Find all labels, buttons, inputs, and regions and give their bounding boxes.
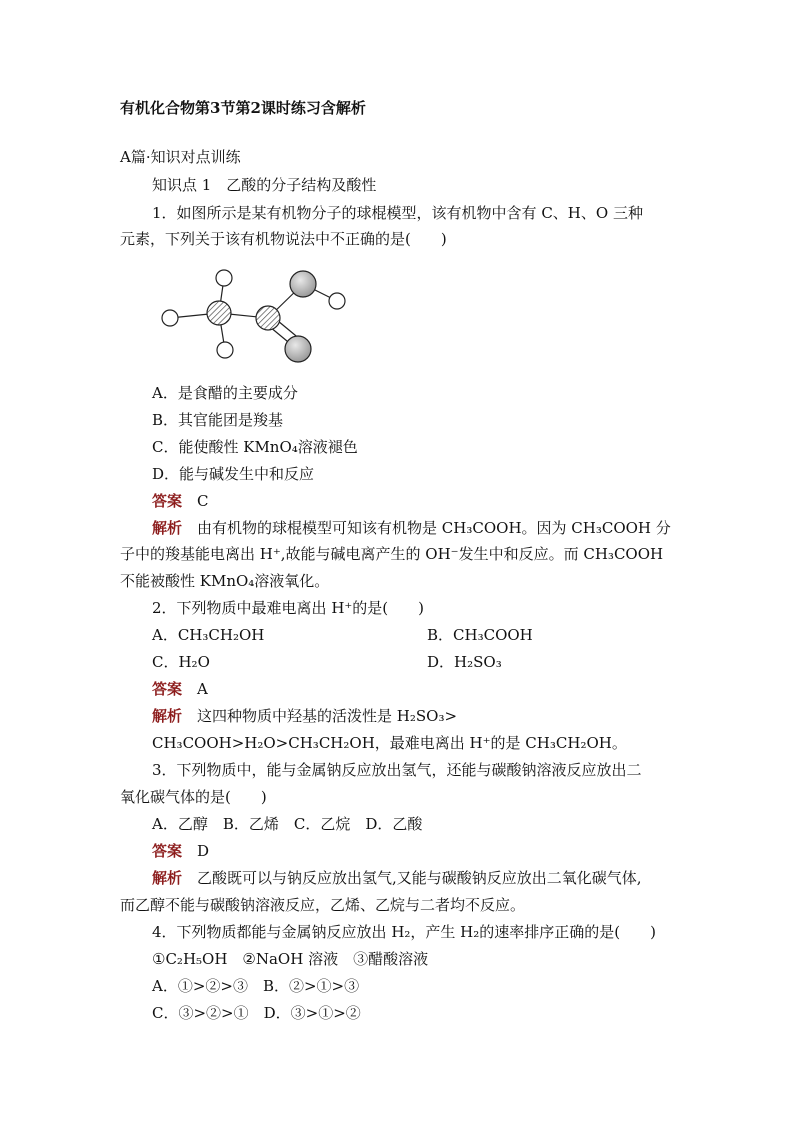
answer-label: 答案: [152, 680, 183, 698]
oxygen-atom: [285, 336, 311, 362]
q2-option-b: B．CH₃COOH: [427, 626, 533, 644]
q1-option-d: D．能与碱发生中和反应: [152, 465, 315, 483]
q2-option-d: D．H₂SO₃: [427, 653, 502, 671]
q2-analysis-text: 这四种物质中羟基的活泼性是 H₂SO₃>: [197, 707, 458, 725]
q2-analysis-line1: [152, 706, 457, 726]
q2-answer: A: [197, 680, 208, 698]
q3-stem-line2: 氧化碳气体的是( ): [120, 788, 267, 806]
q1-analysis-text: 由有机物的球棍模型可知该有机物是 CH₃COOH。因为 CH₃COOH 分: [197, 519, 671, 537]
q3-analysis-line1: [152, 868, 642, 888]
q4-options-cd: C．③>②>① D．③>①>②: [152, 1004, 361, 1022]
q1-answer: C: [197, 492, 209, 510]
q3-answer-line: [152, 841, 209, 861]
ball-stick-model-image: [150, 262, 350, 372]
hydrogen-atom: [217, 342, 233, 358]
q2-stem: 2．下列物质中最难电离出 H⁺的是( ): [152, 599, 425, 617]
q1-analysis-line1: [152, 518, 671, 538]
q2-answer-line: [152, 679, 208, 699]
hydrogen-atom: [162, 310, 178, 326]
q1-stem-line2: 元素，下列关于该有机物说法中不正确的是( ): [120, 230, 447, 248]
carbon-atom: [256, 306, 280, 330]
q1-stem-line1: 1．如图所示是某有机物分子的球棍模型，该有机物中含有 C、H、O 三种: [152, 204, 643, 222]
q2-option-c: C．H₂O: [152, 653, 210, 671]
q4-items: ①C₂H₅OH ②NaOH 溶液 ③醋酸溶液: [152, 950, 429, 968]
hydrogen-atom: [329, 293, 345, 309]
page-title: 有机化合物第3节第2课时练习含解析: [120, 99, 366, 117]
topic-heading: 知识点 1 乙酸的分子结构及酸性: [152, 176, 377, 194]
answer-label: 答案: [152, 842, 183, 860]
q3-stem-line1: 3．下列物质中，能与金属钠反应放出氢气，还能与碳酸钠溶液反应放出二: [152, 761, 642, 779]
answer-label: 答案: [152, 492, 183, 510]
q1-option-a: A．是食醋的主要成分: [152, 384, 298, 402]
q1-answer-line: [152, 491, 209, 511]
analysis-label: 解析: [152, 869, 183, 887]
q1-option-b: B．其官能团是羧基: [152, 411, 284, 429]
q3-answer: D: [197, 842, 210, 860]
q4-options-ab: A．①>②>③ B．②>①>③: [152, 977, 360, 995]
analysis-label: 解析: [152, 519, 183, 537]
q1-option-c: C．能使酸性 KMnO₄溶液褪色: [152, 438, 358, 456]
hydrogen-atom: [216, 270, 232, 286]
q2-analysis-line2: CH₃COOH>H₂O>CH₃CH₂OH，最难电离出 H⁺的是 CH₃CH₂OH。: [152, 734, 627, 752]
q1-analysis-line2: 子中的羧基能电离出 H⁺,故能与碱电离产生的 OH⁻发生中和反应。而 CH₃COOH: [120, 545, 664, 563]
q3-analysis-text: 乙酸既可以与钠反应放出氢气,又能与碳酸钠反应放出二氧化碳气体,: [197, 869, 642, 887]
q3-analysis-line2: 而乙醇不能与碳酸钠溶液反应，乙烯、乙烷与二者均不反应。: [120, 896, 526, 914]
q2-option-a: A．CH₃CH₂OH: [152, 626, 265, 644]
q1-analysis-line3: 不能被酸性 KMnO₄溶液氧化。: [120, 572, 330, 590]
section-heading: A篇·知识对点训练: [120, 148, 241, 166]
q4-stem: 4．下列物质都能与金属钠反应放出 H₂，产生 H₂的速率排序正确的是( ): [152, 923, 656, 941]
analysis-label: 解析: [152, 707, 183, 725]
carbon-atom: [207, 301, 231, 325]
oxygen-atom: [290, 271, 316, 297]
q3-options: A．乙醇 B．乙烯 C．乙烷 D．乙酸: [152, 815, 423, 833]
